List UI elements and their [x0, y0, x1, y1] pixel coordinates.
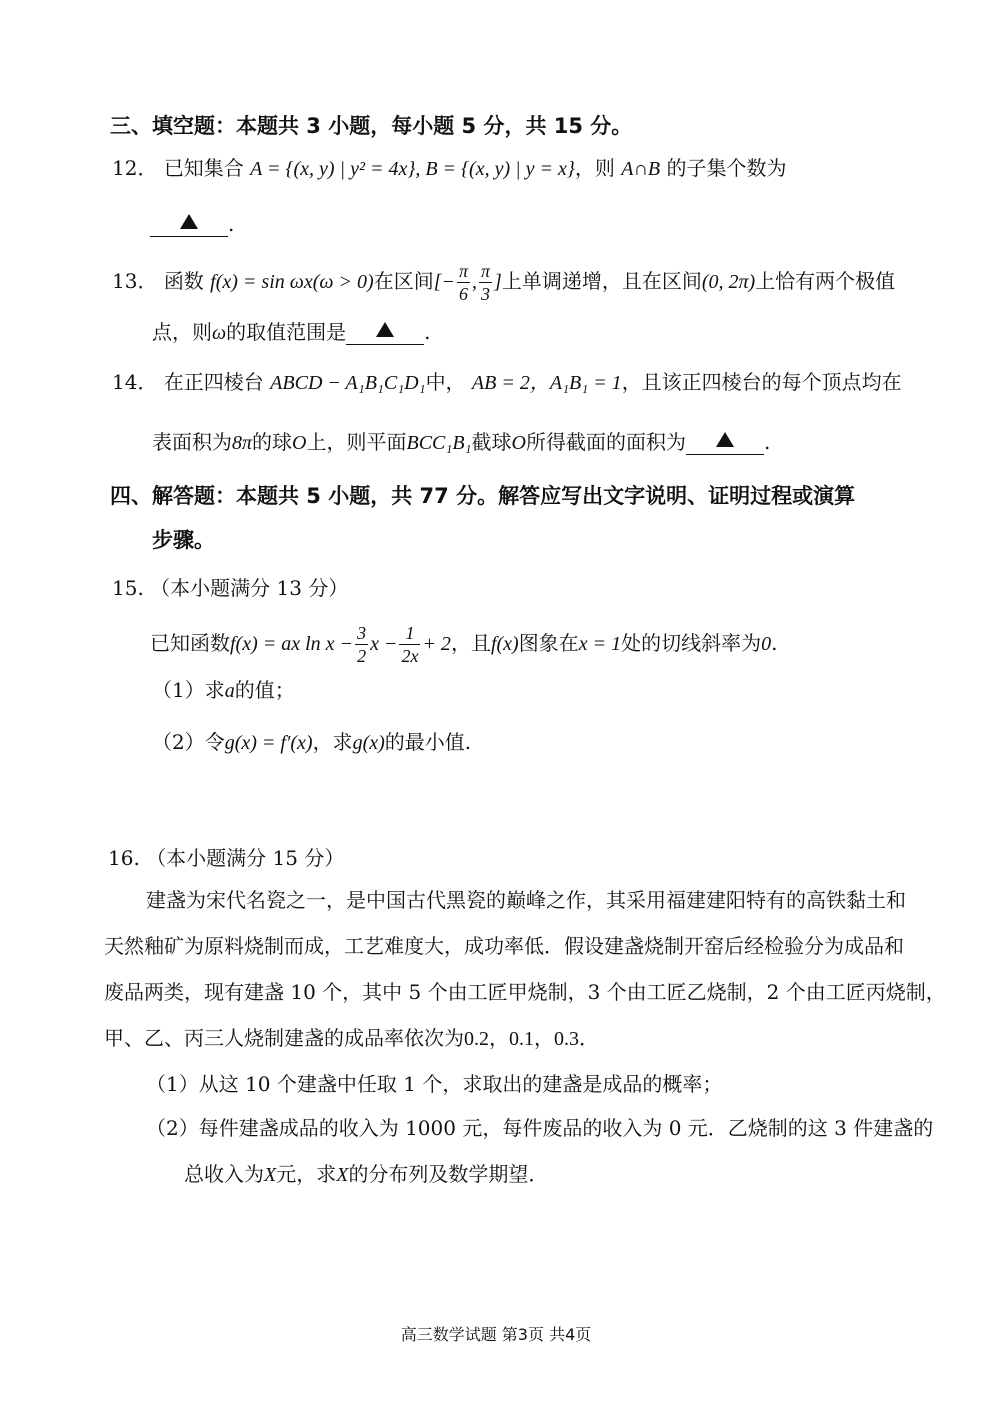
fraction-numerator: 1 — [399, 624, 420, 645]
math-expression: 0 — [761, 633, 772, 655]
math-expression: g(x) = f′(x) — [224, 732, 313, 754]
math-expression: X — [264, 1164, 277, 1186]
math-expression: x = 1 — [578, 633, 622, 655]
fraction-denominator: 6 — [459, 284, 468, 304]
question-number: 15. — [112, 576, 144, 600]
question-13 — [112, 262, 895, 303]
math-expression: x − — [370, 633, 398, 655]
question-14-line-2 — [152, 428, 770, 457]
question-12 — [112, 154, 786, 183]
fraction-numerator: 3 — [357, 623, 367, 643]
math-expression: f(x) — [490, 633, 519, 655]
question-text: ，且 — [450, 631, 491, 655]
fraction-denominator: 3 — [481, 284, 491, 304]
question-score: （本小题满分 13 分） — [150, 576, 349, 600]
question-15-stem — [150, 624, 777, 665]
question-text: 表面积为 — [152, 430, 232, 454]
question-text: 的分布列及数学期望． — [348, 1162, 549, 1186]
question-text: 在正四棱台 — [163, 370, 264, 394]
math-expression: A∩B — [621, 158, 661, 180]
question-text: 在区间 — [373, 269, 434, 293]
math-expression: O — [292, 432, 307, 454]
question-16-paragraph-line: 废品两类，现有建盏 10 个，其中 5 个由工匠甲烧制，3 个由工匠乙烧制，2 个由工匠丙烧制， — [104, 980, 946, 1004]
math-expression: 0.2，0.1，0.3． — [464, 1028, 599, 1050]
question-text: 上恰有两个极值 — [755, 269, 896, 293]
question-text: 已知集合 — [163, 156, 244, 180]
math-expression: AB = 2，A₁B₁ = 1 — [471, 372, 622, 394]
question-15-part-1 — [152, 676, 295, 705]
question-text: 的值； — [234, 678, 295, 702]
question-16-paragraph-line: 建盏为宋代名瓷之一，是中国古代黑瓷的巅峰之作，其采用福建建阳特有的高铁黏土和 — [146, 888, 906, 912]
question-text: 的子集个数为 — [666, 156, 787, 180]
answer-blank[interactable] — [346, 318, 424, 345]
math-expression: a — [224, 680, 235, 702]
answer-blank[interactable] — [150, 210, 228, 237]
math-expression: + 2 — [422, 633, 451, 655]
question-16-paragraph-line — [104, 1024, 599, 1053]
math-expression: O — [511, 432, 526, 454]
triangle-icon — [180, 214, 198, 229]
question-text: （2）令 — [152, 730, 225, 754]
math-expression: X — [336, 1164, 349, 1186]
question-text: . — [771, 631, 778, 655]
fraction-numerator: π — [481, 261, 491, 281]
question-16-part-2-line-2 — [184, 1160, 548, 1189]
question-score: （本小题满分 15 分） — [146, 846, 345, 870]
question-text: 截球 — [471, 430, 512, 454]
math-expression: g(x) — [352, 732, 385, 754]
section-title-fill-in: 三、填空题：本题共 3 小题，每小题 5 分，共 15 分。 — [110, 114, 633, 138]
question-number: 16. — [108, 846, 140, 870]
question-text: 上，则平面 — [306, 430, 407, 454]
question-13-line-2 — [152, 318, 430, 347]
question-16-header — [108, 844, 344, 872]
math-expression: (0, 2π) — [701, 271, 756, 293]
question-text: . — [424, 320, 431, 344]
section-title-solutions: 四、解答题：本题共 5 小题，共 77 分。解答应写出文字说明、证明过程或演算 — [110, 484, 856, 508]
question-number: 13． — [112, 269, 158, 293]
math-expression: [− — [433, 271, 455, 293]
question-text: 元，求 — [276, 1162, 337, 1186]
question-12-answer-line — [150, 210, 234, 238]
question-text: . — [763, 430, 771, 454]
math-expression: BCC₁B₁ — [406, 432, 472, 454]
fraction — [457, 262, 470, 303]
question-number: 14． — [112, 370, 158, 394]
question-text: 函数 — [163, 269, 204, 293]
question-text: ，且该正四棱台的每个顶点均在 — [621, 370, 902, 394]
section-title-solutions-line-2: 步骤。 — [152, 528, 215, 552]
question-16-part-2: （2）每件建盏成品的收入为 1000 元，每件废品的收入为 0 元．乙烧制的这 3 件建盏的 — [146, 1116, 934, 1140]
fraction — [399, 624, 420, 665]
question-15-part-2 — [152, 728, 471, 757]
question-text: 的取值范围是 — [226, 320, 347, 344]
math-expression: , — [472, 271, 478, 293]
question-text: . — [228, 212, 235, 236]
math-expression: ] — [494, 271, 502, 293]
question-text: 所得截面的面积为 — [525, 430, 686, 454]
fraction-denominator: 2x — [401, 646, 419, 666]
question-text: （1）求 — [152, 678, 225, 702]
math-expression: A = {(x, y) | y² = 4x}, B = {(x, y) | y = x} — [250, 158, 575, 180]
math-expression: ABCD − A₁B₁C₁D₁ — [270, 372, 426, 394]
triangle-icon — [716, 432, 734, 447]
question-text: 中， — [425, 370, 466, 394]
question-16-paragraph-line: 天然釉矿为原料烧制而成，工艺难度大，成功率低．假设建盏烧制开窑后经检验分为成品和 — [104, 934, 904, 958]
answer-blank[interactable] — [686, 428, 764, 455]
fraction — [355, 624, 368, 665]
question-text: 已知函数 — [150, 631, 230, 655]
question-text: ，求 — [312, 730, 353, 754]
question-text: 总收入为 — [184, 1162, 264, 1186]
fraction-denominator: 2 — [357, 646, 367, 666]
question-text: 的球 — [252, 430, 293, 454]
question-text: 的最小值. — [384, 730, 472, 754]
question-16-part-1: （1）从这 10 个建盏中任取 1 个，求取出的建盏是成品的概率； — [146, 1072, 723, 1096]
question-text: 上单调递增，且在区间 — [501, 269, 702, 293]
question-text: 处的切线斜率为 — [621, 631, 762, 655]
math-expression: f(x) = sin ωx(ω > 0) — [210, 271, 374, 293]
question-text: 点，则 — [152, 320, 212, 344]
math-expression: f(x) = ax ln x − — [230, 633, 354, 655]
fraction-numerator: π — [458, 261, 469, 281]
math-expression: ω — [212, 322, 227, 344]
question-15-header — [112, 574, 348, 602]
question-text: 甲、乙、丙三人烧制建盏的成品率依次为 — [104, 1026, 464, 1050]
page-footer: 高三数学试题 第3页 共4页 — [400, 1325, 592, 1344]
question-number: 12． — [112, 156, 158, 180]
question-text: ，则 — [574, 156, 615, 180]
fraction — [479, 262, 492, 303]
question-text: 图象在 — [518, 631, 579, 655]
math-expression: 8π — [232, 432, 253, 454]
question-14 — [112, 368, 902, 397]
triangle-icon — [376, 322, 394, 337]
